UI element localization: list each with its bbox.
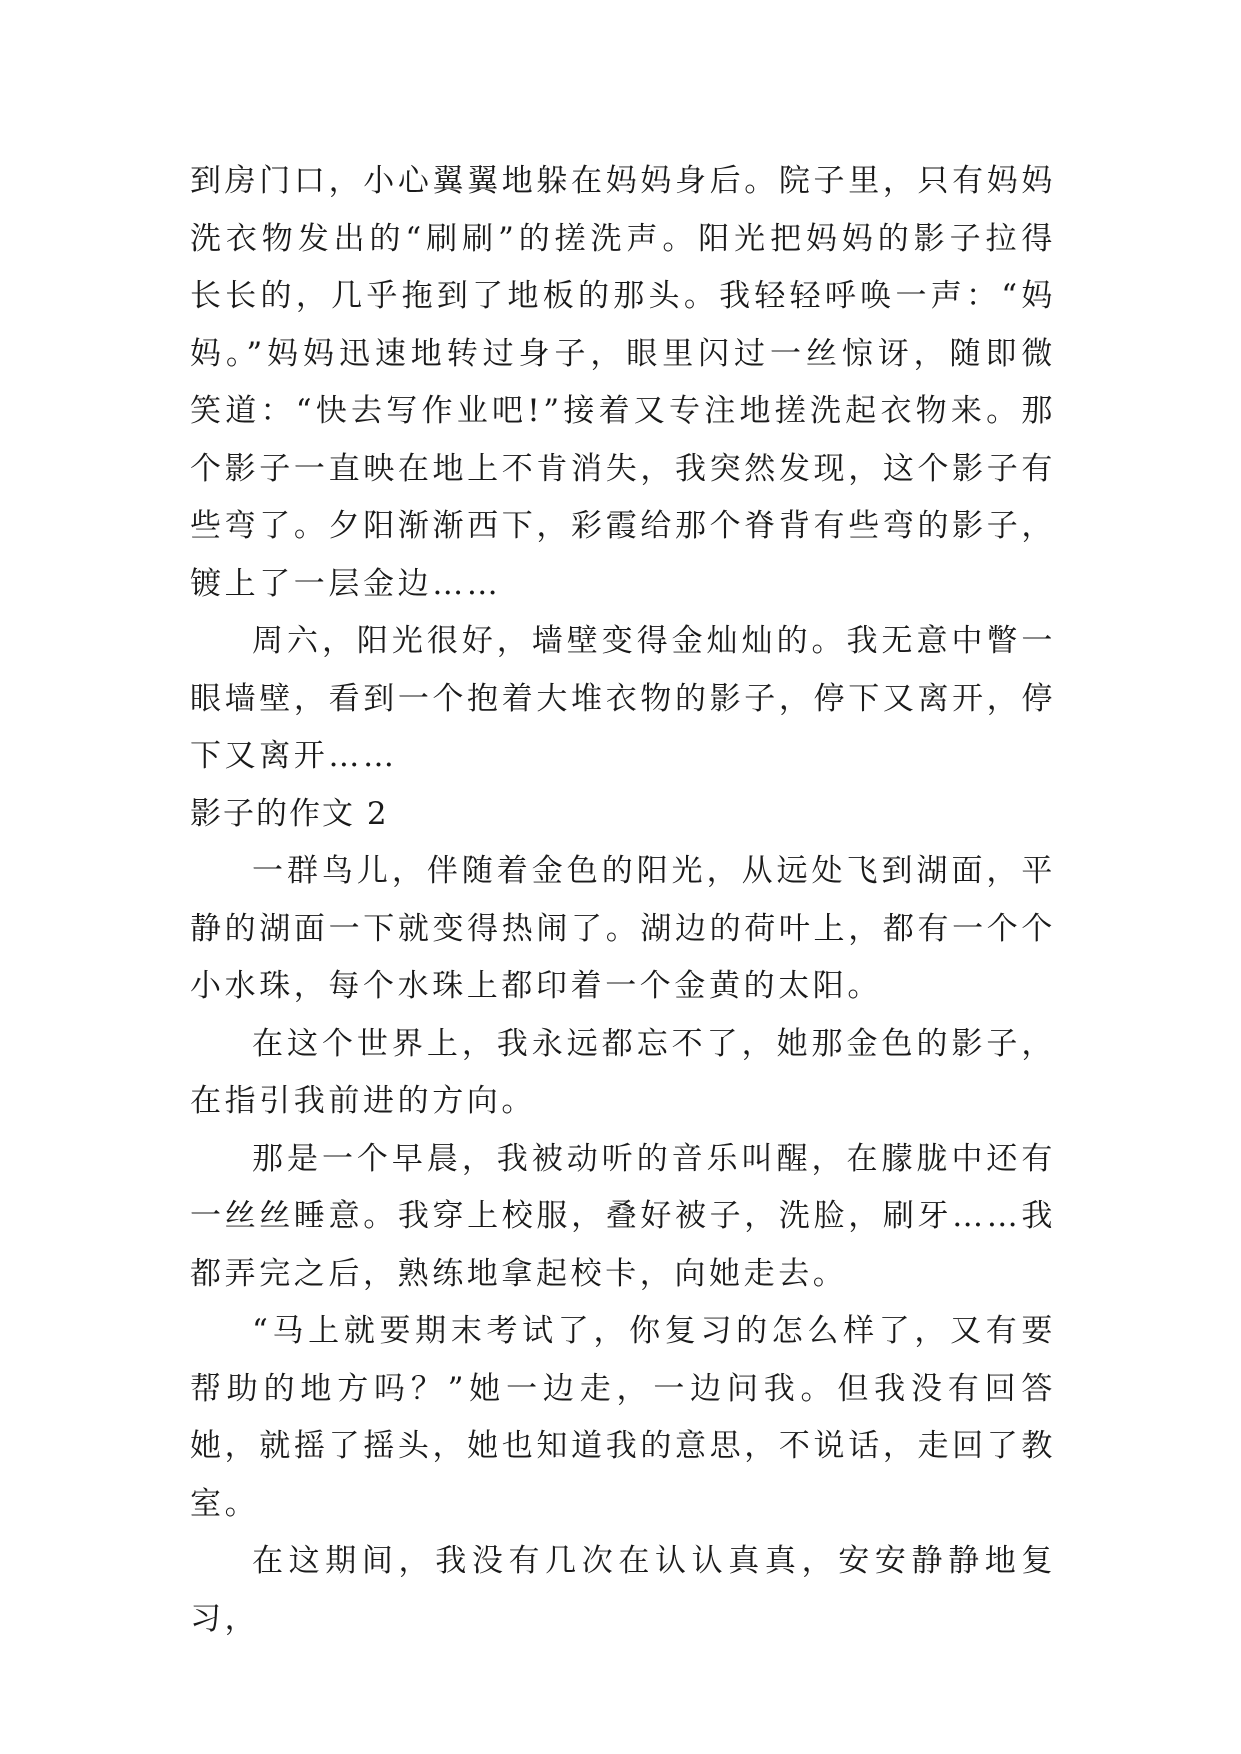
paragraph-dialogue: “马上就要期末考试了，你复习的怎么样了，又有要帮助的地方吗？”她一边走，一边问我。但我没有回答她，就摇了摇头，她也知道我的意思，不说话，走回了教室。 <box>190 1313 1056 1522</box>
paragraph-birds: 一群鸟儿，伴随着金色的阳光，从远处飞到湖面，平静的湖面一下就变得热闹了。湖边的荷叶上，都有一个个小水珠，每个水珠上都印着一个金黄的太阳。 <box>190 853 1056 1004</box>
paragraph-continued: 到房门口，小心翼翼地躲在妈妈身后。院子里，只有妈妈洗衣物发出的“刷刷”的搓洗声。阳光把妈妈的影子拉得长长的，几乎拖到了地板的那头。我轻轻呼唤一声：“妈妈。”妈妈迅速地转过身子，眼里闪过一丝惊讶，随即微笑道：“快去写作业吧!”接着又专注地搓洗起衣物来。那个影子一直映在地上不肯消失，我突然发现，这个影子有些弯了。夕阳渐渐西下，彩霞给那个脊背有些弯的影子，镀上了一层金边…… <box>190 163 1056 602</box>
essay-heading: 影子的作文 2 <box>190 795 389 832</box>
paragraph-morning: 那是一个早晨，我被动听的音乐叫醒，在朦胧中还有一丝丝睡意。我穿上校服，叠好被子，洗脸，刷牙……我都弄完之后，熟练地拿起校卡，向她走去。 <box>190 1140 1056 1292</box>
paragraph-review: 在这期间，我没有几次在认认真真，安安静静地复习， <box>190 1543 1056 1637</box>
document-page <box>190 153 1056 1648</box>
paragraph-saturday: 周六，阳光很好，墙壁变得金灿灿的。我无意中瞥一眼墙壁，看到一个抱着大堆衣物的影子，停下又离开，停下又离开…… <box>190 623 1056 774</box>
paragraph-golden-shadow: 在这个世界上，我永远都忘不了，她那金色的影子，在指引我前进的方向。 <box>190 1025 1056 1119</box>
